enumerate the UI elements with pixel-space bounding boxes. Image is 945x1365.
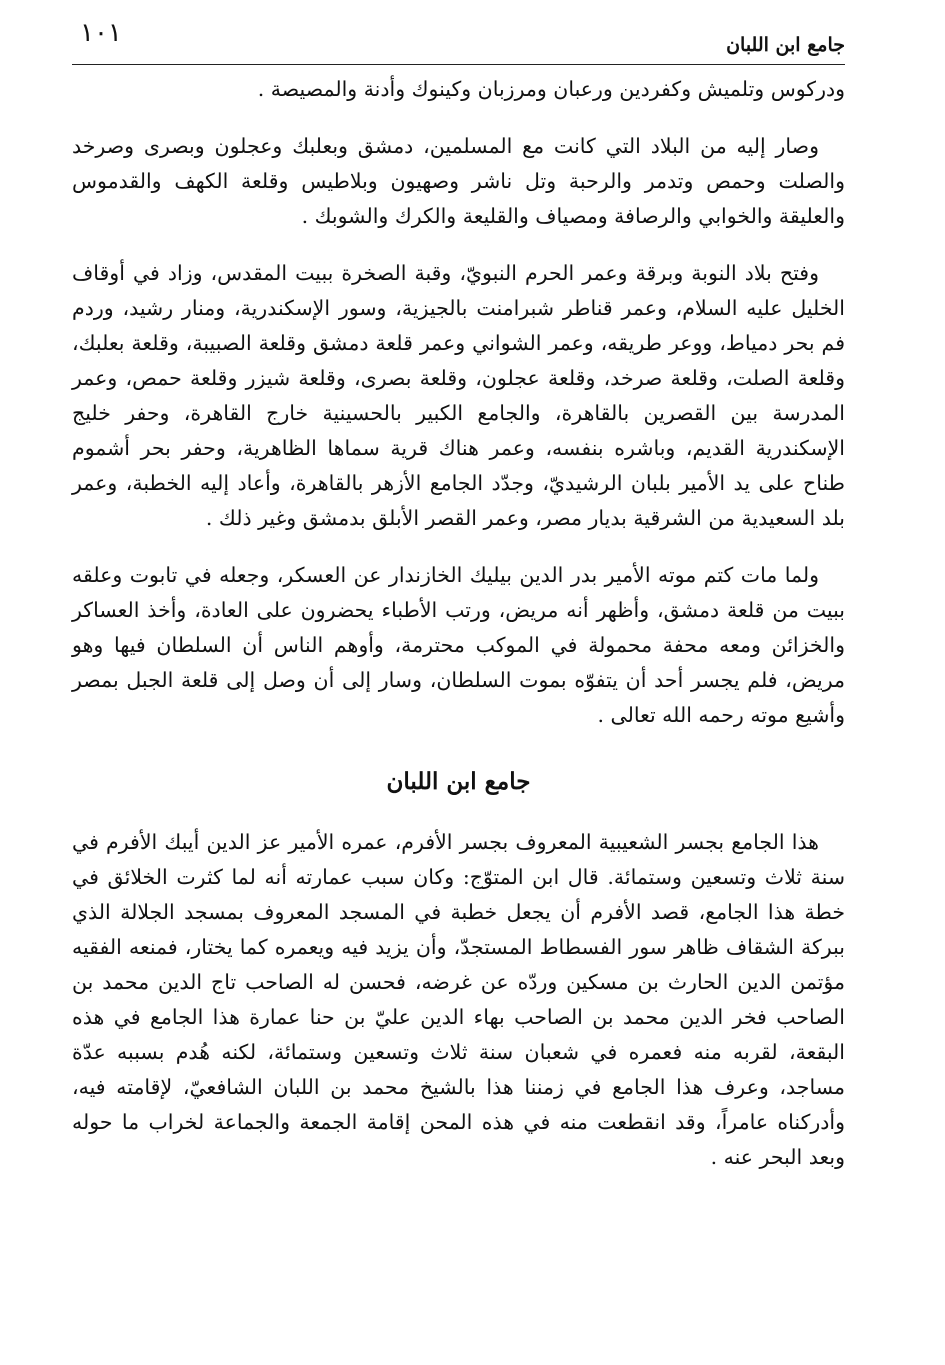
paragraph-mosque-history: هذا الجامع بجسر الشعيبية المعروف بجسر الأفرم، عمره الأمير عز الدين أيبك الأفرم في سنة ثلاث وتسعين وستمائة. قال ابن المتوّج: وكان سبب عمارته أنه لما كثرت الخلائق في خطة هذا الجامع، قصد الأفرم أن يجعل خطبة في المسجد المعروف بمسجد الجلالة الذي ببركة الشقاف ظاهر سور الفسطاط المستجدّ، وأن يزيد فيه ويعمره كما يختار، فمنعه الفقيه مؤتمن الدين الحارث بن مسكين وردّه عن غرضه، فحسن له الصاحب تاج الدين محمد بن الصاحب فخر الدين محمد بن الصاحب بهاء الدين عليّ بن حنا عمارة هذا الجامع في هذه البقعة، لقربه منه فعمره في شعبان سنة ثلاث وتسعين وستمائة، لكنه هُدم بسببه عدّة مساجد، وعرف هذا الجامع في زمننا هذا بالشيخ محمد بن اللبان الشافعيّ، لإقامته فيه، وأدركناه عامراً، وقد انقطعت منه في هذه المحن إقامة الجمعة والجماعة لخراب ما حوله وبعد البحر عنه . — [72, 830, 845, 1169]
page-number: ١٠١ — [80, 18, 122, 48]
section-heading: جامع ابن اللبان — [386, 768, 531, 795]
paragraph-acquired-lands: وصار إليه من البلاد التي كانت مع المسلمين، دمشق وبعلبك وعجلون وبصرى وصرخد والصلت وحمص وتدمر والرحبة وتل ناشر وصهيون وبلاطيس وقلعة الكهف والقدموس والعليقة والخوابي والرصافة ومصياف والقليعة والكرك والشوبك . — [72, 134, 845, 228]
paragraph-conquests-and-buildings: وفتح بلاد النوبة وبرقة وعمر الحرم النبويّ، وقبة الصخرة ببيت المقدس، وزاد في أوقاف الخليل عليه السلام، وعمر قناطر شبرامنت بالجيزية، وسور الإسكندرية، ومنار رشيد، وردم فم بحر دمياط، ووعر طريقه، وعمر الشواني وعمر قلعة دمشق وقلعة الصبيبة، وقلعة بعلبك، وقلعة الصلت، وقلعة صرخد، وقلعة عجلون، وقلعة بصرى، وقلعة شيزر وقلعة حمص، وعمر المدرسة بين القصرين بالقاهرة، والجامع الكبير بالحسينية خارج القاهرة، وحفر خليج الإسكندرية القديم، وباشره بنفسه، وعمر هناك قرية سماها الظاهرية، وحفر بحر أشموم طناح على يد الأمير بلبان الرشيديّ، وجدّد الجامع الأزهر بالقاهرة، وأعاد إليه الخطبة، وعمر بلد السعيدية من الشرقية بديار مصر، وعمر القصر الأبلق بدمشق وغير ذلك . — [72, 261, 845, 530]
paragraph-cities-continuation: ودركوس وتلميش وكفردين ورعبان ومرزبان وكينوك وأدنة والمصيصة . — [257, 77, 845, 101]
header-divider — [72, 64, 845, 65]
page-header — [72, 18, 845, 66]
running-title: جامع ابن اللبان — [726, 34, 845, 56]
paragraph-death-concealed: ولما مات كتم موته الأمير بدر الدين بيليك الخازندار عن العسكر، وجعله في تابوت وعلقه ببيت من قلعة دمشق، وأظهر أنه مريض، ورتب الأطباء يحضرون على العادة، وأخذ العساكر والخزائن ومعه محفة محمولة في الموكب محترمة، وأوهم الناس أن السلطان فيها وهو مريض، فلم يجسر أحد أن يتفوّه بموت السلطان، وسار إلى أن وصل إلى قلعة الجبل بمصر وأشيع موته رحمه الله تعالى . — [72, 563, 845, 727]
page-body — [72, 72, 845, 1175]
